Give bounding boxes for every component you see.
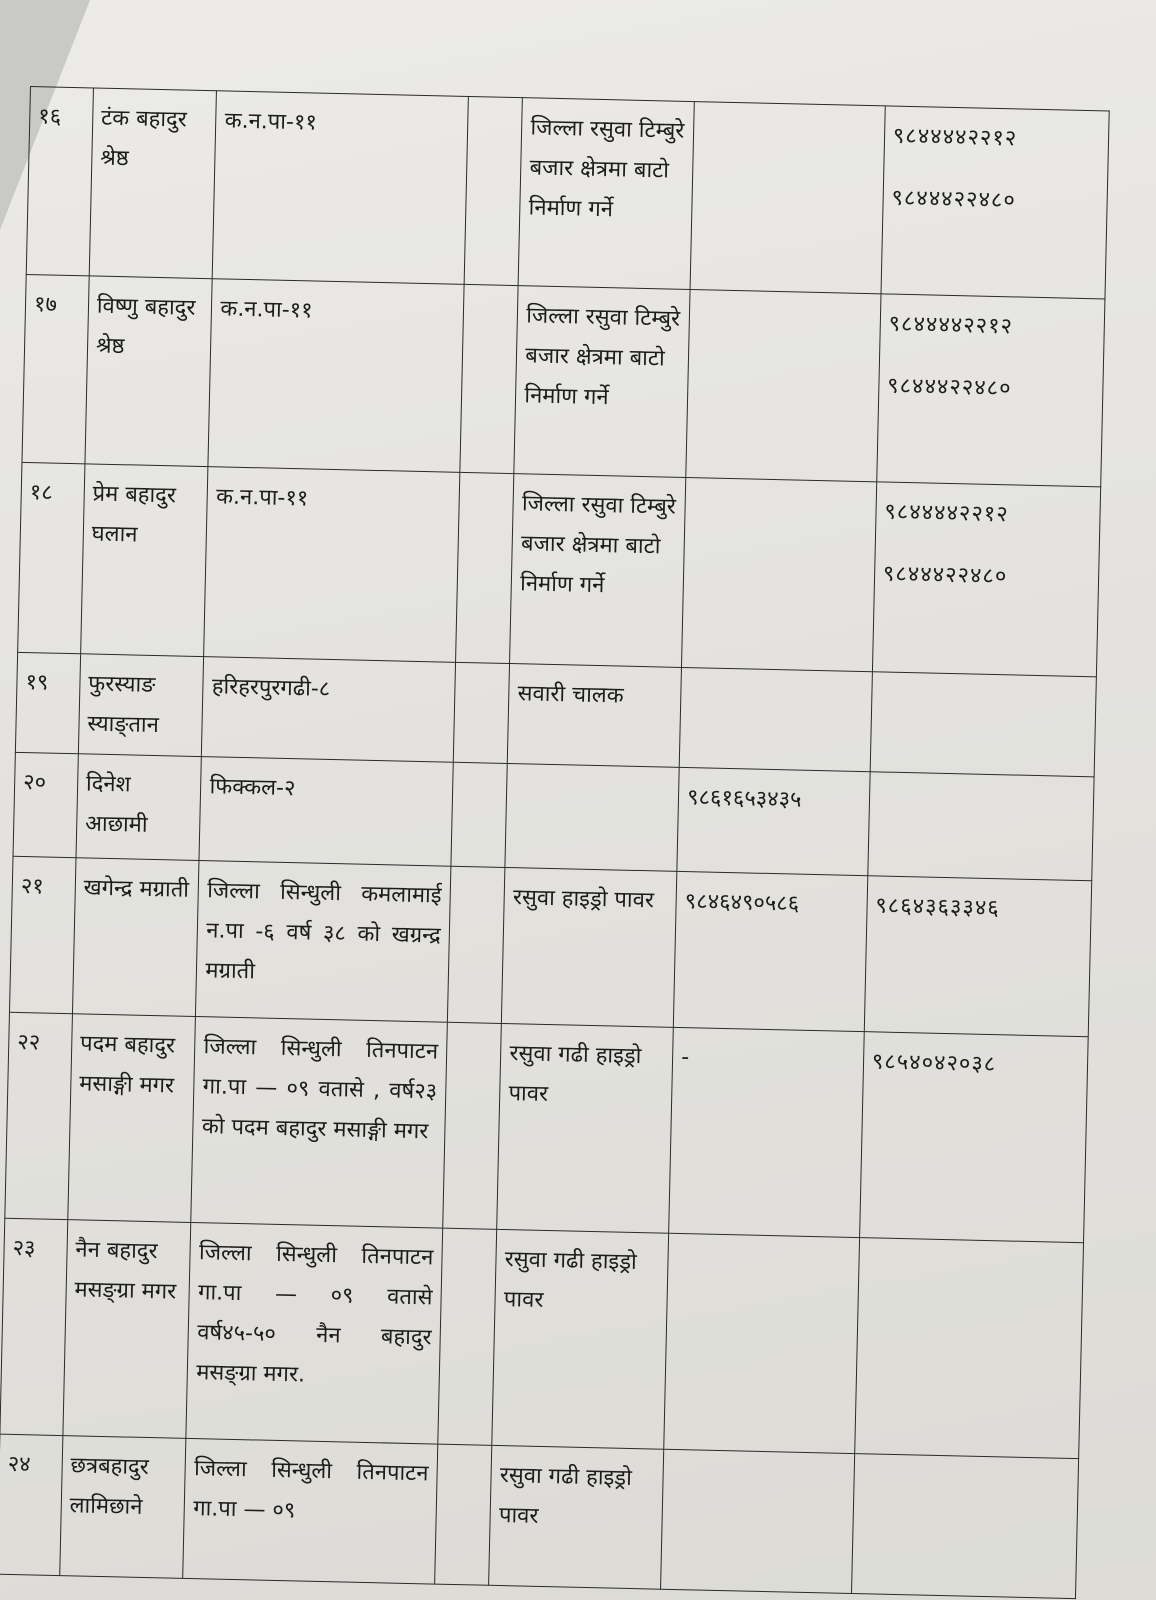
blank-cell [434, 1444, 492, 1585]
phone-cell-1 [679, 667, 872, 771]
serial-number-cell: २२ [5, 1012, 73, 1219]
phone-cell-2 [859, 1032, 1088, 1243]
table-row [18, 462, 1101, 676]
name-cell: दिनेश आछामी [76, 754, 202, 861]
table-row [0, 1218, 1084, 1458]
address-cell: जिल्ला सिन्धुली तिनपाटन गा.पा — ०९ [183, 1438, 438, 1584]
address-cell: हरिहरपुरगढी-८ [202, 657, 456, 763]
phone-cell-2 [872, 482, 1100, 677]
name-cell: प्रेम बहादुर घलान [80, 464, 208, 657]
phone-cell-2 [854, 1238, 1083, 1459]
blank-cell [453, 662, 510, 763]
address-cell: जिल्ला सिन्धुली तिनपाटन गा.पा — ०९ वतासे , वर्ष२३ को पदम बहादुर मसाङ्गी मगर [191, 1017, 447, 1229]
phone-cell-2 [868, 772, 1095, 881]
phone-number: ९८४४४४२२१२ [884, 499, 1009, 528]
serial-number-cell: २३ [0, 1218, 68, 1435]
table-row [22, 274, 1105, 486]
phone-cell-1: ९८४६४९०५८६ [673, 871, 867, 1031]
serial-number-cell: २० [13, 752, 78, 857]
address-cell: फिक्कल-२ [199, 757, 453, 867]
phone-number: ९८४४४४२२१२ [892, 123, 1018, 152]
serial-number-cell: २१ [9, 856, 75, 1013]
work-cell: रसुवा गढी हाइड्रो पावर [492, 1229, 669, 1449]
phone-cell-2 [877, 294, 1105, 487]
blank-cell [438, 1228, 497, 1445]
work-cell: जिल्ला रसुवा टिम्बुरे बजार क्षेत्रमा बाटो निर्माण गर्ने [514, 286, 690, 478]
phone-number: ९८५४०४२०३८ [871, 1049, 997, 1078]
phone-cell-1 [661, 1449, 855, 1593]
name-cell: फुरस्याङ स्याङ्तान [78, 654, 204, 757]
phone-number: ९८४४४४२२१२ [888, 311, 1014, 340]
phone-number: ९८४४४२२४८० [882, 561, 1008, 590]
work-cell: रसुवा हाइड्रो पावर [502, 867, 677, 1027]
phone-cell-2 [851, 1454, 1078, 1599]
phone-cell-2 [870, 672, 1096, 777]
table-row [26, 87, 1109, 299]
phone-cell-1 [690, 102, 885, 294]
name-cell: टंक बहादुर श्रेष्ठ [89, 88, 217, 279]
name-cell: नैन बहादुर मसङ्ग्रा मगर [63, 1220, 191, 1439]
blank-cell [464, 96, 523, 285]
phone-cell-1: ९८६१६५३४३५ [677, 767, 870, 875]
phone-cell-2 [864, 876, 1092, 1037]
address-cell: क.न.पा-११ [213, 91, 469, 285]
address-cell: क.न.पा-११ [208, 279, 464, 473]
work-cell: जिल्ला रसुवा टिम्बुरे बजार क्षेत्रमा बाटो निर्माण गर्ने [510, 474, 686, 668]
table-row [9, 856, 1091, 1036]
worker-table [0, 86, 1110, 1599]
name-cell: पदम बहादुर मसाङ्गी मगर [68, 1014, 196, 1223]
work-cell: जिल्ला रसुवा टिम्बुरे बजार क्षेत्रमा बाटो निर्माण गर्ने [518, 98, 694, 290]
blank-cell [455, 472, 514, 663]
name-cell: विष्णु बहादुर श्रेष्ठ [85, 276, 213, 467]
work-cell: सवारी चालक [508, 664, 682, 768]
phone-number: ९८४४४२२४८० [886, 373, 1012, 402]
table-row [5, 1012, 1088, 1242]
table-body [0, 87, 1109, 1599]
blank-cell [451, 762, 508, 867]
serial-number-cell: १६ [26, 87, 93, 276]
name-cell: खगेन्द्र मग्राती [72, 858, 199, 1017]
blank-cell [443, 1022, 502, 1229]
serial-number-cell: १८ [18, 462, 85, 653]
address-cell: क.न.पा-११ [204, 467, 460, 663]
phone-number: ९८४४४२२४८० [891, 185, 1017, 214]
address-cell: जिल्ला सिन्धुली कमलामाई न.पा -६ वर्ष ३८ को खग्रन्द्र मग्राती [196, 861, 451, 1023]
work-cell: रसुवा गढी हाइड्रो पावर [497, 1023, 673, 1233]
blank-cell [447, 866, 505, 1023]
work-cell [505, 764, 679, 872]
name-cell: छत्रबहादुर लामिछाने [60, 1436, 187, 1579]
serial-number-cell: १९ [15, 652, 80, 753]
phone-number: ९८६४३६३३४६ [875, 893, 1001, 922]
serial-number-cell: १७ [22, 274, 89, 463]
document-sheet [0, 86, 1110, 1599]
phone-cell-1 [664, 1233, 860, 1453]
blank-cell [460, 284, 519, 473]
phone-cell-1: - [669, 1027, 864, 1237]
phone-cell-1 [686, 290, 881, 482]
address-cell: जिल्ला सिन्धुली तिनपाटन गा.पा — ०९ वतासे वर्ष४५-५० नैन बहादुर मसङ्ग्रा मगर. [186, 1222, 442, 1444]
phone-cell-2 [881, 106, 1109, 299]
table-row [0, 1434, 1079, 1598]
work-cell: रसुवा गढी हाइड्रो पावर [489, 1445, 664, 1589]
serial-number-cell: २४ [0, 1434, 63, 1575]
phone-cell-1 [682, 477, 877, 671]
